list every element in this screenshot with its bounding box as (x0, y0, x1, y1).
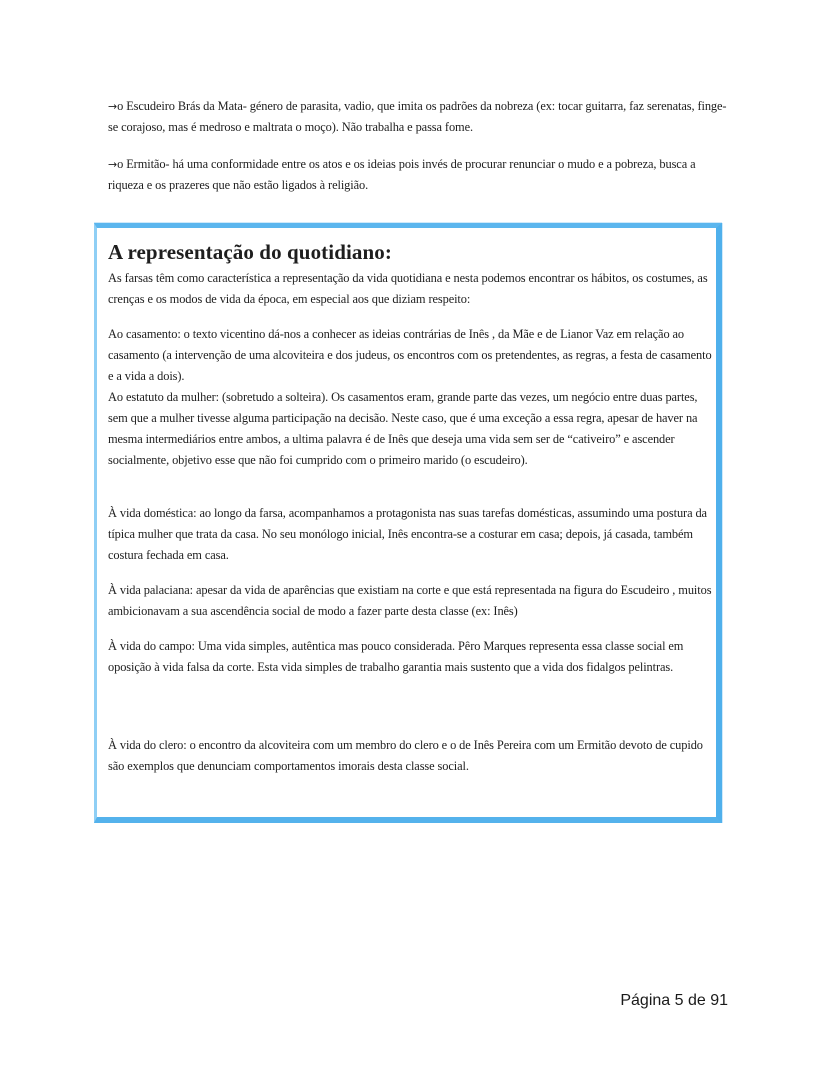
vida-campo-paragraph: À vida do campo: Uma vida simples, autêntica mas pouco considerada. Pêro Marques representa essa classe social em oposição à vida falsa da corte. Esta vida simples de trabalho garantia mais sustento que a vida dos fidalgos pelintras. (108, 639, 684, 674)
page-number: Página 5 de 91 (620, 992, 728, 1009)
arrow-icon: → (108, 158, 118, 171)
vida-palaciana-paragraph: À vida palaciana: apesar da vida de aparências que existiam na corte e que está representada na figura do Escudeiro , muitos ambicionavam a sua ascendência social de modo a fazer parte desta classe (ex: Inês) (108, 583, 712, 618)
box-intro-paragraph: As farsas têm como característica a representação da vida quotidiana e nesta podemos encontrar os hábitos, os costumes, as crenças e os modos de vida da época, em especial aos que diziam respeito: (108, 271, 708, 306)
intro-paragraph-ermitao: →o Ermitão- há uma conformidade entre os atos e os ideias pois invés de procurar renunciar o mudo e a pobreza, busca a riqueza e os prazeres que não estão ligados à religião. (108, 157, 696, 192)
vida-clero-paragraph: À vida do clero: o encontro da alcoviteira com um membro do clero e o de Inês Pereira com um Ermitão devoto de cupido são exemplos que denunciam comportamentos imorais desta classe social. (108, 738, 703, 773)
estatuto-mulher-paragraph: Ao estatuto da mulher: (sobretudo a solteira). Os casamentos eram, grande parte das vezes, um negócio entre duas partes, sem que a mulher tivesse alguma participação na decisão. Neste caso, que é uma exceção a essa regra, apesar de haver na mesma intermediários entre ambos, a ultima palavra é de Inês que deseja uma vida sem ser de “cativeiro” e ascender socialmente, objetivo esse que não foi cumprido com o primeiro marido (o escudeiro). (108, 390, 698, 467)
box-title: A representação do quotidiano: (108, 240, 392, 264)
arrow-icon: → (108, 100, 118, 113)
vida-domestica-paragraph: À vida doméstica: ao longo da farsa, acompanhamos a protagonista nas suas tarefas domésticas, assumindo uma postura da típica mulher que trata da casa. No seu monólogo inicial, Inês encontra-se a costurar em casa; depois, já casada, também costura fechada em casa. (108, 506, 707, 562)
casamento-paragraph: Ao casamento: o texto vicentino dá-nos a conhecer as ideias contrárias de Inês , da Mãe e de Lianor Vaz em relação ao casamento (a intervenção de uma alcoviteira e dos judeus, os encontros com os pretendentes, as regras, a festa de casamento e a vida a dois). (108, 327, 712, 383)
intro-paragraph-escudeiro: →o Escudeiro Brás da Mata- género de parasita, vadio, que imita os padrões da nobreza (ex: tocar guitarra, faz serenatas, finge- se corajoso, mas é medroso e maltrata o moço). Não trabalha e passa fome. (108, 99, 727, 134)
